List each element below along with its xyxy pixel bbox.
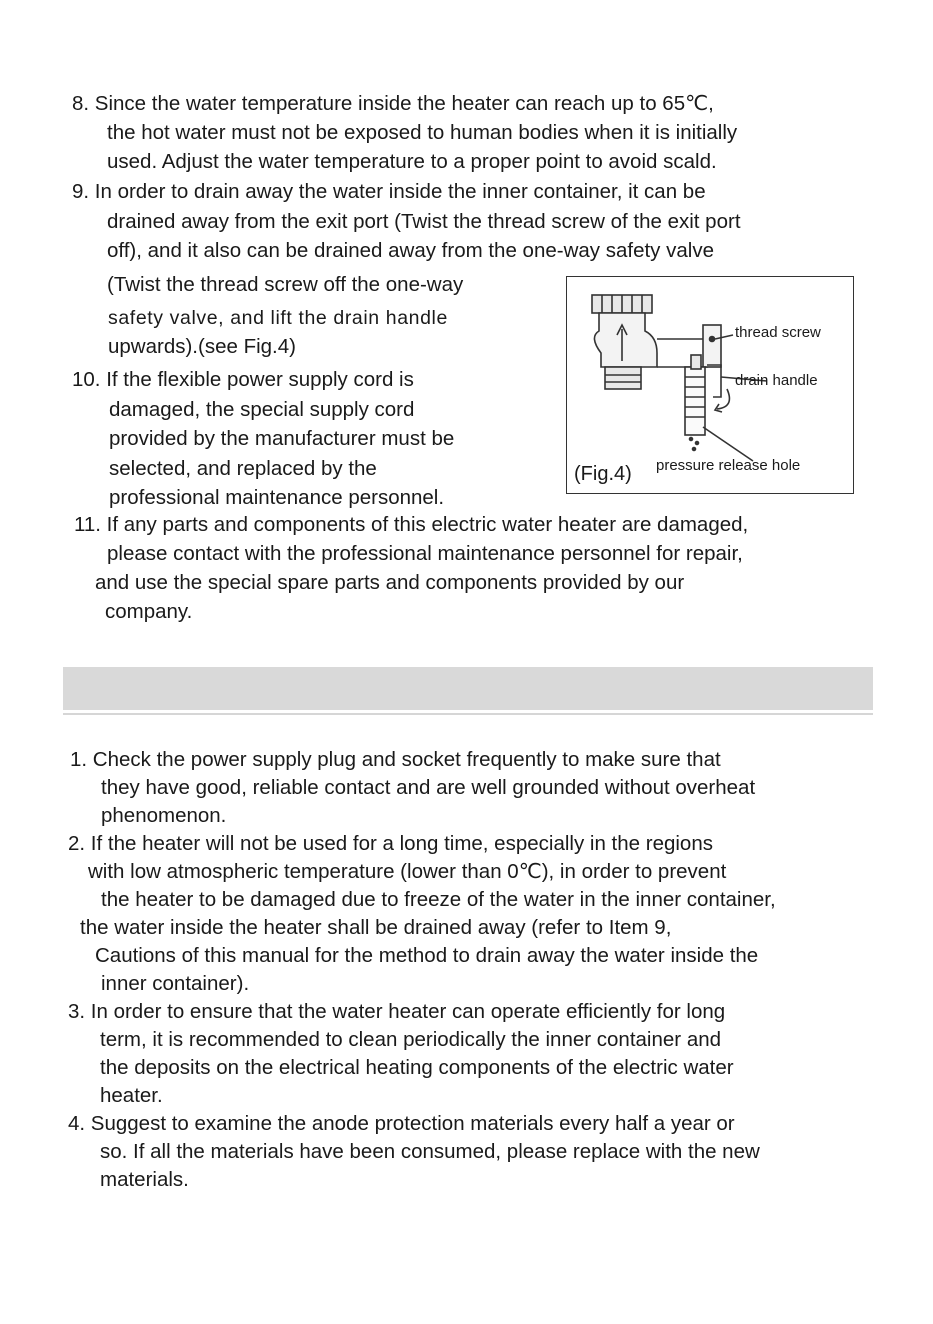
item-11-line-1: 11. If any parts and components of this electric water heater are damaged,: [74, 513, 749, 536]
item-9-line-4: (Twist the thread screw off the one-way: [107, 273, 464, 296]
item-9-line-5: safety valve, and lift the drain handle: [108, 307, 448, 329]
section-header-bar: [63, 667, 873, 710]
maint-2-line-5: Cautions of this manual for the method to drain away the water inside the: [95, 944, 759, 967]
figure-caption: (Fig.4): [574, 463, 632, 485]
item-10-line-3: provided by the manufacturer must be: [109, 427, 455, 450]
item-9-line-3: off), and it also can be drained away from the one-way safety valve: [107, 239, 714, 262]
item-10-line-1: 10. If the flexible power supply cord is: [72, 368, 414, 391]
label-drain-handle: drain handle: [735, 372, 818, 389]
maint-3-line-4: heater.: [100, 1084, 163, 1107]
maint-3-line-3: the deposits on the electrical heating components of the electric water: [100, 1056, 734, 1079]
item-8-line-3: used. Adjust the water temperature to a proper point to avoid scald.: [107, 150, 717, 173]
label-pressure-hole: pressure release hole: [656, 457, 801, 474]
maint-3-line-1: 3. In order to ensure that the water heater can operate efficiently for long: [68, 1000, 726, 1023]
item-10-line-5: professional maintenance personnel.: [109, 486, 445, 509]
maint-2-line-4: the water inside the heater shall be drained away (refer to Item 9,: [80, 916, 672, 939]
item-10-line-2: damaged, the special supply cord: [109, 398, 415, 421]
maint-3-line-2: term, it is recommended to clean periodically the inner container and: [100, 1028, 722, 1051]
item-9-line-6: upwards).(see Fig.4): [108, 335, 296, 358]
section-divider: [63, 713, 873, 715]
maint-4-line-2: so. If all the materials have been consumed, please replace with the new: [100, 1140, 760, 1163]
item-8-line-1: 8. Since the water temperature inside the heater can reach up to 65℃,: [72, 92, 714, 115]
item-9-line-2: drained away from the exit port (Twist the thread screw of the exit port: [107, 210, 741, 233]
item-11-line-3: and use the special spare parts and components provided by our: [95, 571, 685, 594]
item-9-line-1: 9. In order to drain away the water inside the inner container, it can be: [72, 180, 706, 203]
maint-2-line-6: inner container).: [101, 972, 250, 995]
maint-2-line-1: 2. If the heater will not be used for a long time, especially in the regions: [68, 832, 713, 855]
item-11-line-4: company.: [105, 600, 193, 623]
maint-2-line-3: the heater to be damaged due to freeze of the water in the inner container,: [101, 888, 776, 911]
maint-4-line-3: materials.: [100, 1168, 189, 1191]
item-8-line-2: the hot water must not be exposed to human bodies when it is initially: [107, 121, 738, 144]
maint-1-line-3: phenomenon.: [101, 804, 227, 827]
maint-4-line-1: 4. Suggest to examine the anode protection materials every half a year or: [68, 1112, 735, 1135]
label-thread-screw: thread screw: [735, 324, 821, 341]
item-10-line-4: selected, and replaced by the: [109, 457, 377, 480]
maint-1-line-1: 1. Check the power supply plug and socket frequently to make sure that: [70, 748, 721, 771]
item-11-line-2: please contact with the professional maintenance personnel for repair,: [107, 542, 743, 565]
maint-2-line-2: with low atmospheric temperature (lower than 0℃), in order to prevent: [88, 860, 727, 883]
maint-1-line-2: they have good, reliable contact and are well grounded without overheat: [101, 776, 756, 799]
figure-4: [566, 276, 854, 494]
